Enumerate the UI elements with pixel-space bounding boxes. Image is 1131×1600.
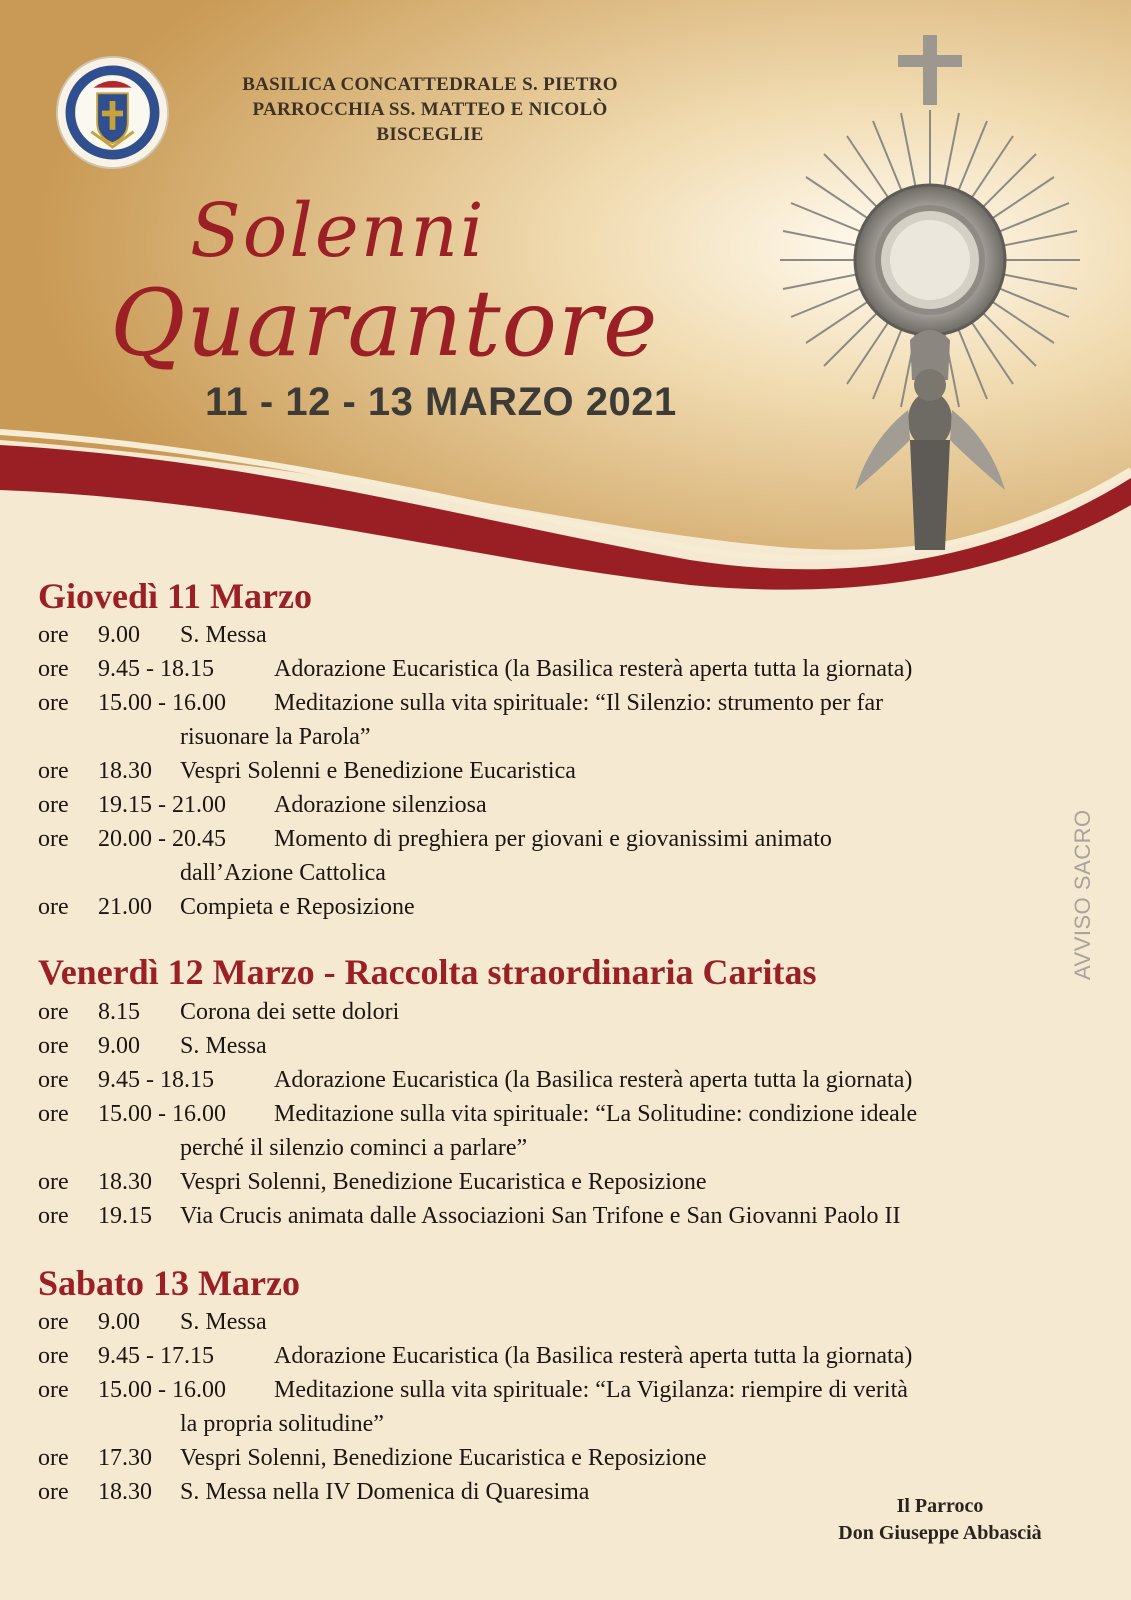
description: Meditazione sulla vita spirituale: “La Vigilanza: riempire di verità [274,1377,908,1403]
description: Compieta e Reposizione [180,894,415,920]
description: S. Messa [180,622,267,648]
title-solenni: Solenni [190,188,486,274]
description: Momento di preghiera per giovani e giovanissimi animato [274,826,832,852]
institution-line-1: BASILICA CONCATTEDRALE S. PIETRO [242,74,618,95]
ore-label: ore [38,758,69,784]
ore-label: ore [38,1445,69,1471]
ore-label: ore [38,1343,69,1369]
description: Corona dei sette dolori [180,999,400,1025]
description: perché il silenzio cominci a parlare” [180,1135,528,1161]
time: 8.15 [98,999,140,1025]
time: 18.30 [98,1169,152,1195]
time: 15.00 - 16.00 [98,690,226,716]
ore-label: ore [38,1309,69,1335]
description: Vespri Solenni, Benedizione Eucaristica e Reposizione [180,1445,707,1471]
description: la propria solitudine” [180,1411,384,1437]
signature-role: Il Parroco [896,1495,984,1517]
day-heading-friday: Venerdì 12 Marzo - Raccolta straordinaria Caritas [38,952,817,992]
description: Adorazione Eucaristica (la Basilica resterà aperta tutta la giornata) [274,1067,913,1093]
time: 15.00 - 16.00 [98,1101,226,1127]
signature-name: Don Giuseppe Abbascià [838,1522,1042,1544]
time: 15.00 - 16.00 [98,1377,226,1403]
ore-label: ore [38,656,69,682]
time: 9.00 [98,622,140,648]
ore-label: ore [38,1479,69,1505]
description: Meditazione sulla vita spirituale: “Il Silenzio: strumento per far [274,690,884,716]
description: Adorazione silenziosa [274,792,487,818]
institution-line-3: BISCEGLIE [376,124,484,145]
description: Via Crucis animata dalle Associazioni San Trifone e San Giovanni Paolo II [180,1203,901,1229]
description: S. Messa nella IV Domenica di Quaresima [180,1479,590,1505]
monstrance-image [770,20,1090,570]
description: risuonare la Parola” [180,724,371,750]
ore-label: ore [38,894,69,920]
ore-label: ore [38,690,69,716]
time: 9.00 [98,1309,140,1335]
time: 20.00 - 20.45 [98,826,226,852]
description: dall’Azione Cattolica [180,860,386,886]
time: 17.30 [98,1445,152,1471]
time: 9.45 - 18.15 [98,656,214,682]
ore-label: ore [38,1067,69,1093]
description: Adorazione Eucaristica (la Basilica resterà aperta tutta la giornata) [274,1343,913,1369]
title-quarantore: Quarantore [110,270,659,377]
time: 19.15 [98,1203,152,1229]
day-heading-saturday: Sabato 13 Marzo [38,1263,300,1303]
time: 9.00 [98,1033,140,1059]
event-dates: 11 - 12 - 13 MARZO 2021 [205,380,677,424]
description: Vespri Solenni, Benedizione Eucaristica e Reposizione [180,1169,707,1195]
description: S. Messa [180,1309,267,1335]
ore-label: ore [38,999,69,1025]
time: 21.00 [98,894,152,920]
day-heading-thursday: Giovedì 11 Marzo [38,576,312,616]
ore-label: ore [38,1169,69,1195]
ore-label: ore [38,1101,69,1127]
time: 9.45 - 18.15 [98,1067,214,1093]
ore-label: ore [38,1033,69,1059]
ore-label: ore [38,1203,69,1229]
time: 18.30 [98,758,152,784]
institution-line-2: PARROCCHIA SS. MATTEO E NICOLÒ [252,99,608,120]
description: Meditazione sulla vita spirituale: “La Solitudine: condizione ideale [274,1101,918,1127]
ore-label: ore [38,826,69,852]
time: 9.45 - 17.15 [98,1343,214,1369]
description: Vespri Solenni e Benedizione Eucaristica [180,758,576,784]
parish-crest-logo [55,55,170,170]
description: S. Messa [180,1033,267,1059]
ore-label: ore [38,622,69,648]
time: 18.30 [98,1479,152,1505]
description: Adorazione Eucaristica (la Basilica resterà aperta tutta la giornata) [274,656,913,682]
avviso-sacro-label: AVVISO SACRO [1070,809,1095,980]
ore-label: ore [38,792,69,818]
time: 19.15 - 21.00 [98,792,226,818]
ore-label: ore [38,1377,69,1403]
